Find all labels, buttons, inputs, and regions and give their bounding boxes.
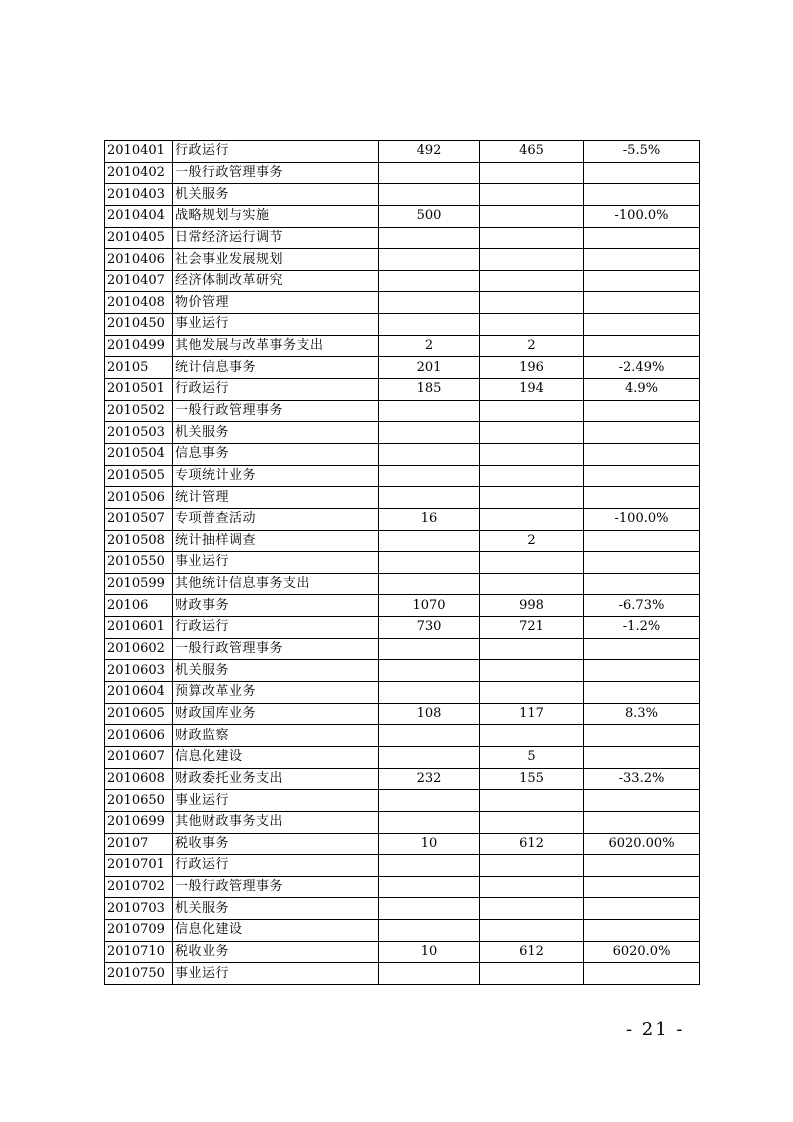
prior-amount-cell — [379, 573, 480, 595]
account-name-cell: 机关服务 — [173, 898, 379, 920]
current-amount-cell — [480, 249, 584, 271]
table-row — [105, 465, 700, 487]
change-percent-cell: 4.9% — [584, 379, 700, 401]
table-row — [105, 249, 700, 271]
account-name-cell: 机关服务 — [173, 422, 379, 444]
table-row — [105, 573, 700, 595]
account-code-cell: 2010606 — [105, 725, 173, 747]
prior-amount-cell — [379, 400, 480, 422]
account-name-cell: 行政运行 — [173, 379, 379, 401]
account-code-cell: 2010499 — [105, 335, 173, 357]
account-name-cell: 统计抽样调查 — [173, 530, 379, 552]
table-row — [105, 638, 700, 660]
table-row — [105, 443, 700, 465]
account-code-cell: 2010603 — [105, 660, 173, 682]
prior-amount-cell — [379, 920, 480, 942]
current-amount-cell — [480, 660, 584, 682]
table-row — [105, 703, 700, 725]
account-code-cell: 2010501 — [105, 379, 173, 401]
current-amount-cell: 2 — [480, 530, 584, 552]
current-amount-cell: 155 — [480, 768, 584, 790]
prior-amount-cell — [379, 746, 480, 768]
current-amount-cell — [480, 876, 584, 898]
account-code-cell: 20107 — [105, 833, 173, 855]
table-row — [105, 314, 700, 336]
prior-amount-cell — [379, 790, 480, 812]
account-name-cell: 其他发展与改革事务支出 — [173, 335, 379, 357]
prior-amount-cell — [379, 270, 480, 292]
account-code-cell: 20105 — [105, 357, 173, 379]
current-amount-cell: 612 — [480, 833, 584, 855]
table-row — [105, 941, 700, 963]
account-name-cell: 统计管理 — [173, 487, 379, 509]
account-name-cell: 税收事务 — [173, 833, 379, 855]
current-amount-cell: 2 — [480, 335, 584, 357]
change-percent-cell: -33.2% — [584, 768, 700, 790]
account-name-cell: 行政运行 — [173, 617, 379, 639]
prior-amount-cell: 2 — [379, 335, 480, 357]
prior-amount-cell — [379, 638, 480, 660]
prior-amount-cell — [379, 963, 480, 985]
account-name-cell: 信息事务 — [173, 443, 379, 465]
current-amount-cell — [480, 487, 584, 509]
account-code-cell: 2010503 — [105, 422, 173, 444]
prior-amount-cell: 730 — [379, 617, 480, 639]
account-name-cell: 物价管理 — [173, 292, 379, 314]
current-amount-cell: 117 — [480, 703, 584, 725]
current-amount-cell — [480, 508, 584, 530]
change-percent-cell: -6.73% — [584, 595, 700, 617]
table-row — [105, 876, 700, 898]
account-name-cell: 事业运行 — [173, 314, 379, 336]
account-name-cell: 社会事业发展规划 — [173, 249, 379, 271]
prior-amount-cell — [379, 292, 480, 314]
change-percent-cell — [584, 638, 700, 660]
table-row — [105, 725, 700, 747]
prior-amount-cell: 500 — [379, 205, 480, 227]
current-amount-cell — [480, 270, 584, 292]
account-name-cell: 机关服务 — [173, 660, 379, 682]
change-percent-cell — [584, 898, 700, 920]
change-percent-cell: 6020.00% — [584, 833, 700, 855]
current-amount-cell — [480, 920, 584, 942]
table-row — [105, 768, 700, 790]
change-percent-cell — [584, 270, 700, 292]
account-name-cell: 一般行政管理事务 — [173, 400, 379, 422]
current-amount-cell — [480, 422, 584, 444]
change-percent-cell: -1.2% — [584, 617, 700, 639]
change-percent-cell: 6020.0% — [584, 941, 700, 963]
account-code-cell: 2010508 — [105, 530, 173, 552]
prior-amount-cell: 232 — [379, 768, 480, 790]
account-code-cell: 2010401 — [105, 141, 173, 163]
account-name-cell: 战略规划与实施 — [173, 205, 379, 227]
account-code-cell: 2010709 — [105, 920, 173, 942]
current-amount-cell — [480, 292, 584, 314]
change-percent-cell: -2.49% — [584, 357, 700, 379]
prior-amount-cell: 108 — [379, 703, 480, 725]
current-amount-cell — [480, 573, 584, 595]
account-name-cell: 财政监察 — [173, 725, 379, 747]
current-amount-cell — [480, 552, 584, 574]
current-amount-cell — [480, 314, 584, 336]
prior-amount-cell — [379, 855, 480, 877]
table-row — [105, 682, 700, 704]
prior-amount-cell — [379, 530, 480, 552]
change-percent-cell — [584, 855, 700, 877]
prior-amount-cell — [379, 162, 480, 184]
prior-amount-cell — [379, 249, 480, 271]
current-amount-cell: 196 — [480, 357, 584, 379]
prior-amount-cell — [379, 227, 480, 249]
account-code-cell: 2010650 — [105, 790, 173, 812]
account-code-cell: 2010506 — [105, 487, 173, 509]
table-row — [105, 920, 700, 942]
prior-amount-cell: 201 — [379, 357, 480, 379]
change-percent-cell: -100.0% — [584, 508, 700, 530]
table-row — [105, 811, 700, 833]
current-amount-cell — [480, 162, 584, 184]
current-amount-cell — [480, 400, 584, 422]
prior-amount-cell — [379, 725, 480, 747]
table-row — [105, 400, 700, 422]
change-percent-cell — [584, 530, 700, 552]
account-name-cell: 事业运行 — [173, 790, 379, 812]
table-row — [105, 162, 700, 184]
change-percent-cell — [584, 725, 700, 747]
current-amount-cell: 998 — [480, 595, 584, 617]
change-percent-cell — [584, 465, 700, 487]
table-row — [105, 660, 700, 682]
account-code-cell: 2010710 — [105, 941, 173, 963]
account-name-cell: 信息化建设 — [173, 920, 379, 942]
prior-amount-cell — [379, 422, 480, 444]
account-name-cell: 财政委托业务支出 — [173, 768, 379, 790]
table-row — [105, 357, 700, 379]
current-amount-cell — [480, 465, 584, 487]
table-row — [105, 184, 700, 206]
account-code-cell: 20106 — [105, 595, 173, 617]
current-amount-cell — [480, 811, 584, 833]
change-percent-cell — [584, 227, 700, 249]
table-row — [105, 422, 700, 444]
account-name-cell: 财政国库业务 — [173, 703, 379, 725]
account-code-cell: 2010703 — [105, 898, 173, 920]
table-row — [105, 205, 700, 227]
table-row — [105, 790, 700, 812]
table-row — [105, 595, 700, 617]
change-percent-cell: -5.5% — [584, 141, 700, 163]
current-amount-cell: 612 — [480, 941, 584, 963]
account-name-cell: 统计信息事务 — [173, 357, 379, 379]
account-name-cell: 事业运行 — [173, 552, 379, 574]
account-code-cell: 2010402 — [105, 162, 173, 184]
table-row — [105, 141, 700, 163]
current-amount-cell — [480, 682, 584, 704]
prior-amount-cell — [379, 552, 480, 574]
account-name-cell: 信息化建设 — [173, 746, 379, 768]
account-code-cell: 2010750 — [105, 963, 173, 985]
current-amount-cell — [480, 790, 584, 812]
account-code-cell: 2010406 — [105, 249, 173, 271]
prior-amount-cell — [379, 898, 480, 920]
change-percent-cell — [584, 292, 700, 314]
account-code-cell: 2010607 — [105, 746, 173, 768]
change-percent-cell — [584, 746, 700, 768]
account-code-cell: 2010602 — [105, 638, 173, 660]
account-code-cell: 2010450 — [105, 314, 173, 336]
current-amount-cell: 5 — [480, 746, 584, 768]
change-percent-cell: -100.0% — [584, 205, 700, 227]
account-name-cell: 日常经济运行调节 — [173, 227, 379, 249]
prior-amount-cell: 1070 — [379, 595, 480, 617]
change-percent-cell — [584, 184, 700, 206]
change-percent-cell: 8.3% — [584, 703, 700, 725]
budget-table — [104, 140, 700, 985]
change-percent-cell — [584, 443, 700, 465]
current-amount-cell — [480, 725, 584, 747]
account-code-cell: 2010550 — [105, 552, 173, 574]
current-amount-cell — [480, 443, 584, 465]
account-code-cell: 2010504 — [105, 443, 173, 465]
account-name-cell: 税收业务 — [173, 941, 379, 963]
account-code-cell: 2010599 — [105, 573, 173, 595]
account-code-cell: 2010505 — [105, 465, 173, 487]
account-name-cell: 经济体制改革研究 — [173, 270, 379, 292]
change-percent-cell — [584, 682, 700, 704]
current-amount-cell: 194 — [480, 379, 584, 401]
prior-amount-cell — [379, 314, 480, 336]
table-row — [105, 270, 700, 292]
table-row — [105, 963, 700, 985]
prior-amount-cell — [379, 487, 480, 509]
table-row — [105, 746, 700, 768]
change-percent-cell — [584, 552, 700, 574]
change-percent-cell — [584, 573, 700, 595]
account-name-cell: 预算改革业务 — [173, 682, 379, 704]
account-code-cell: 2010507 — [105, 508, 173, 530]
account-code-cell: 2010404 — [105, 205, 173, 227]
current-amount-cell — [480, 638, 584, 660]
prior-amount-cell — [379, 443, 480, 465]
budget-table-body — [105, 141, 700, 985]
prior-amount-cell — [379, 465, 480, 487]
table-row — [105, 292, 700, 314]
account-name-cell: 行政运行 — [173, 141, 379, 163]
prior-amount-cell — [379, 876, 480, 898]
account-code-cell: 2010699 — [105, 811, 173, 833]
table-row — [105, 552, 700, 574]
account-code-cell: 2010403 — [105, 184, 173, 206]
table-row — [105, 227, 700, 249]
account-code-cell: 2010608 — [105, 768, 173, 790]
account-code-cell: 2010701 — [105, 855, 173, 877]
current-amount-cell — [480, 855, 584, 877]
table-row — [105, 508, 700, 530]
change-percent-cell — [584, 314, 700, 336]
account-code-cell: 2010702 — [105, 876, 173, 898]
change-percent-cell — [584, 876, 700, 898]
table-row — [105, 379, 700, 401]
change-percent-cell — [584, 400, 700, 422]
prior-amount-cell: 10 — [379, 833, 480, 855]
account-name-cell: 财政事务 — [173, 595, 379, 617]
table-row — [105, 898, 700, 920]
prior-amount-cell — [379, 811, 480, 833]
current-amount-cell — [480, 205, 584, 227]
prior-amount-cell: 185 — [379, 379, 480, 401]
change-percent-cell — [584, 790, 700, 812]
prior-amount-cell: 16 — [379, 508, 480, 530]
account-code-cell: 2010604 — [105, 682, 173, 704]
account-name-cell: 行政运行 — [173, 855, 379, 877]
prior-amount-cell — [379, 660, 480, 682]
current-amount-cell — [480, 898, 584, 920]
change-percent-cell — [584, 660, 700, 682]
account-name-cell: 其他统计信息事务支出 — [173, 573, 379, 595]
account-name-cell: 专项普查活动 — [173, 508, 379, 530]
table-row — [105, 617, 700, 639]
prior-amount-cell: 10 — [379, 941, 480, 963]
account-code-cell: 2010407 — [105, 270, 173, 292]
current-amount-cell: 465 — [480, 141, 584, 163]
current-amount-cell: 721 — [480, 617, 584, 639]
account-name-cell: 事业运行 — [173, 963, 379, 985]
table-row — [105, 833, 700, 855]
change-percent-cell — [584, 963, 700, 985]
account-name-cell: 机关服务 — [173, 184, 379, 206]
prior-amount-cell — [379, 682, 480, 704]
account-code-cell: 2010408 — [105, 292, 173, 314]
prior-amount-cell: 492 — [379, 141, 480, 163]
account-code-cell: 2010502 — [105, 400, 173, 422]
current-amount-cell — [480, 227, 584, 249]
account-code-cell: 2010605 — [105, 703, 173, 725]
table-row — [105, 530, 700, 552]
change-percent-cell — [584, 162, 700, 184]
change-percent-cell — [584, 335, 700, 357]
page-number: - 21 - — [626, 1019, 685, 1040]
change-percent-cell — [584, 249, 700, 271]
account-name-cell: 一般行政管理事务 — [173, 638, 379, 660]
account-code-cell: 2010405 — [105, 227, 173, 249]
current-amount-cell — [480, 963, 584, 985]
table-row — [105, 335, 700, 357]
change-percent-cell — [584, 422, 700, 444]
change-percent-cell — [584, 811, 700, 833]
account-name-cell: 一般行政管理事务 — [173, 876, 379, 898]
account-name-cell: 一般行政管理事务 — [173, 162, 379, 184]
change-percent-cell — [584, 487, 700, 509]
prior-amount-cell — [379, 184, 480, 206]
account-name-cell: 专项统计业务 — [173, 465, 379, 487]
current-amount-cell — [480, 184, 584, 206]
table-row — [105, 487, 700, 509]
account-code-cell: 2010601 — [105, 617, 173, 639]
account-name-cell: 其他财政事务支出 — [173, 811, 379, 833]
change-percent-cell — [584, 920, 700, 942]
table-row — [105, 855, 700, 877]
